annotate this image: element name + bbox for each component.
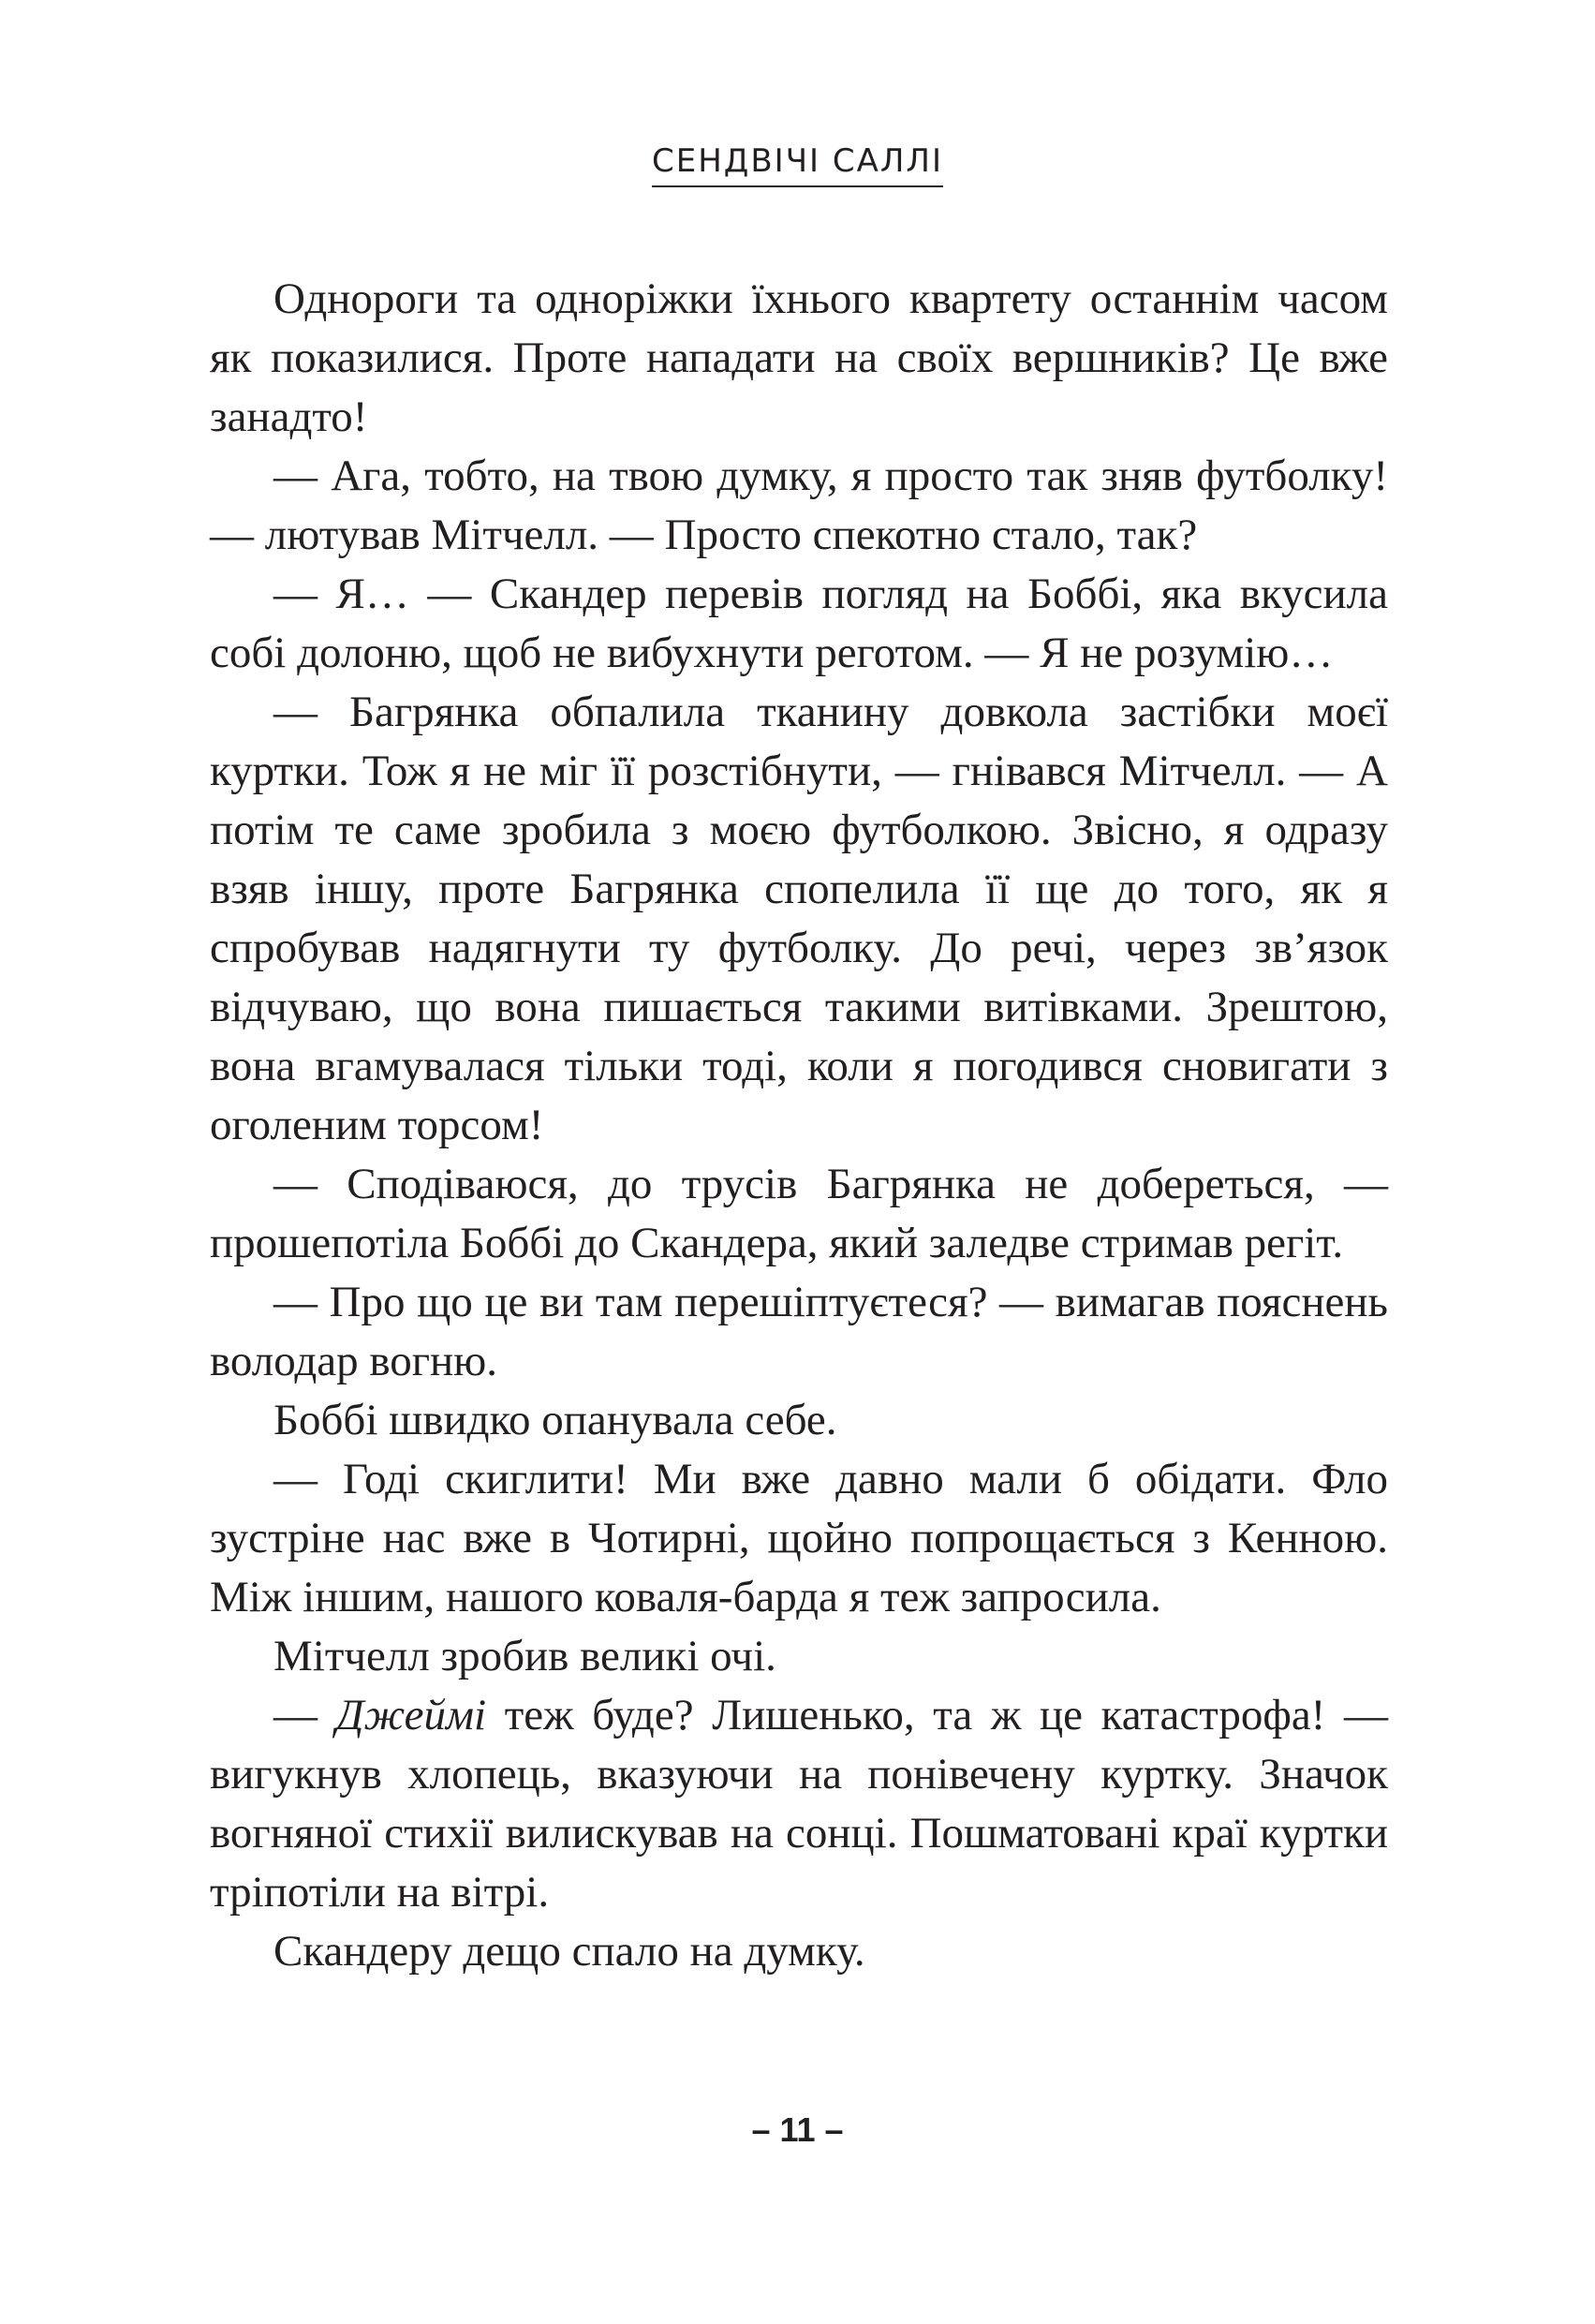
paragraph: Однороги та одноріжки їхнього квартету останнім часом як показилися. Проте нападати на своїх вершників? Це вже занадто! [210,274,1388,441]
paragraph: — Годі скиглити! Ми вже давно мали б обідати. Фло зустріне нас вже в Чотирні, щойно попрощається з Кенною. Між іншим, нашого коваля-барда я теж запросила. [210,1455,1388,1621]
page-number: – 11 – [751,2110,844,2149]
body-text [210,270,1388,1981]
paragraph: — Багрянка обпалила тканину довкола застібки моєї куртки. Тож я не міг її розстібнути, — гнівався Мітчелл. — А потім те саме зробила з моєю футболкою. Звісно, я одразу взяв іншу, проте Багрянка спопелила її ще до того, як я спробував надягнути ту футболку. До речі, через зв’язок відчуваю, що вона пишається такими витівками. Зрештою, вона вгамувалася тільки тоді, коли я погодився сновигати з оголеним торсом! [210,688,1388,1149]
paragraph [210,1686,1388,1922]
paragraph-text: теж буде? Лишенько, та ж це катастрофа! — вигукнув хлопець, вказуючи на понівечену куртку. Значок вогняної стихії вилискував на сонці. Пошматовані краї куртки тріпотіли на вітрі. [210,1691,1388,1917]
paragraph: — Я… — Скандер перевів погляд на Боббі, яка вкусила собі долоню, щоб не вибухнути реготом. — Я не розумію… [210,570,1388,677]
chapter-title: СЕНДВІЧІ САЛЛІ [652,142,943,187]
paragraph: — Сподіваюся, до трусів Багрянка не добереться, — прошепотіла Боббі до Скандера, який заледве стримав регіт. [210,1160,1388,1267]
paragraph: — Про що це ви там перешіптуєтеся? — вимагав пояснень володар вогню. [210,1278,1388,1385]
dialogue-dash: — [273,1691,336,1739]
paragraph: — Ага, тобто, на твою думку, я просто так зняв футболку! — лютував Мітчелл. — Просто спекотно стало, так? [210,451,1388,559]
running-header [0,142,1595,187]
emphasized-name: Джеймі [335,1691,487,1739]
paragraph: Скандеру дещо спало на думку. [273,1927,865,1976]
paragraph: Боббі швидко опанувала себе. [273,1396,837,1444]
paragraph: Мітчелл зробив великі очі. [273,1632,776,1680]
